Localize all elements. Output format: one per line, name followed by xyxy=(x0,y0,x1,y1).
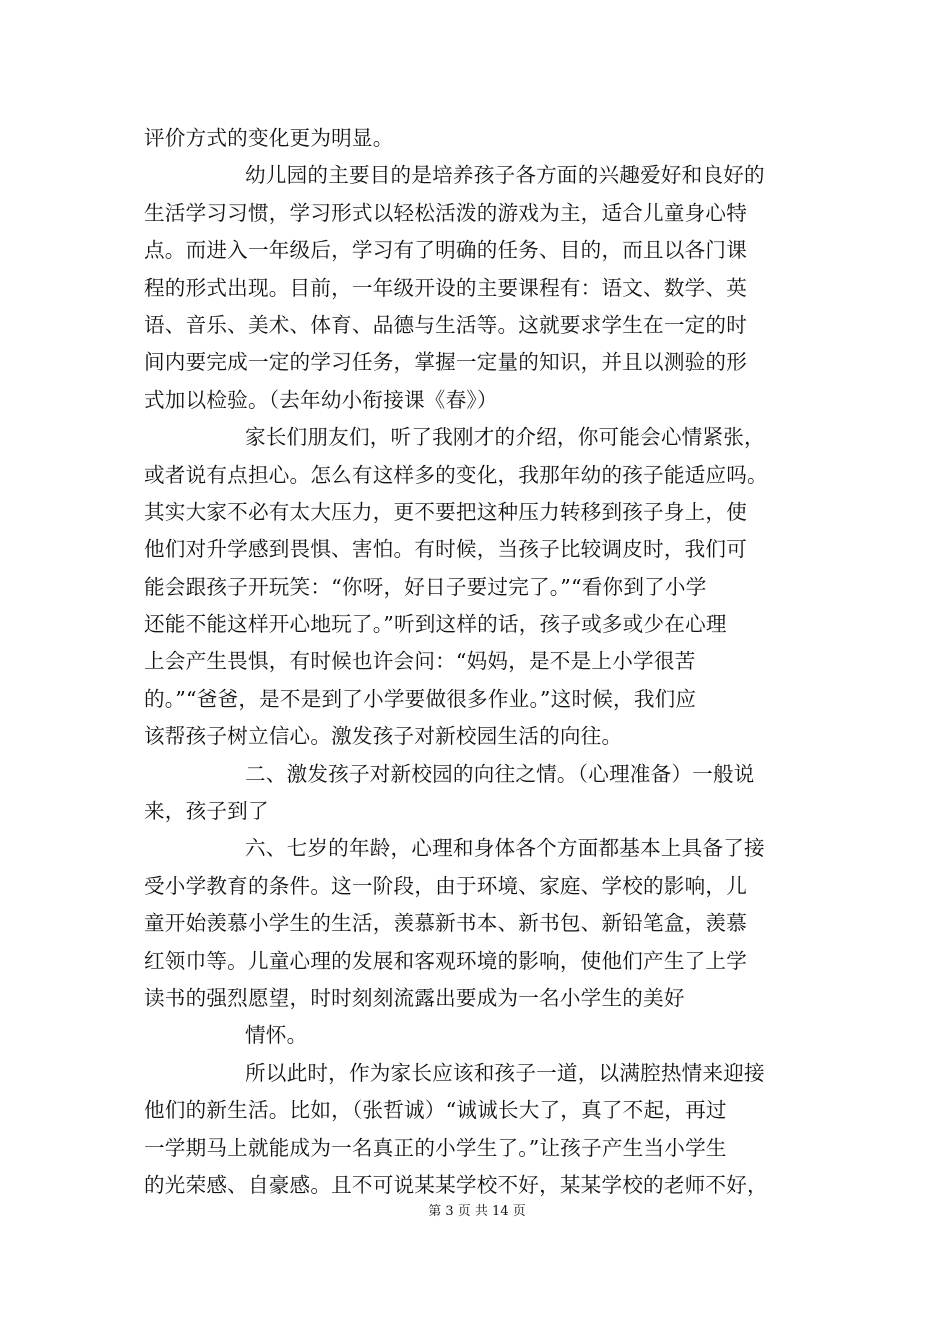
text-line: 或者说有点担心。怎么有这样多的变化，我那年幼的孩子能适应吗。 xyxy=(144,462,768,487)
body-text xyxy=(144,120,824,1204)
text-line: 他们对升学感到畏惧、害怕。有时候，当孩子比较调皮时，我们可 xyxy=(144,537,748,562)
text-line: 二、激发孩子对新校园的向往之情。（心理准备）一般说 xyxy=(245,761,755,786)
text-line: 还能不能这样开心地玩了。”听到这样的话，孩子或多或少在心理 xyxy=(144,612,727,637)
text-line: 语、音乐、美术、体育、品德与生活等。这就要求学生在一定的时 xyxy=(144,312,748,337)
text-line: 幼儿园的主要目的是培养孩子各方面的兴趣爱好和良好的 xyxy=(245,163,765,188)
page-number xyxy=(0,1204,950,1220)
text-line: 读书的强烈愿望，时时刻刻流露出要成为一名小学生的美好 xyxy=(144,985,685,1010)
text-line: 该帮孩子树立信心。激发孩子对新校园生活的向往。 xyxy=(144,724,623,749)
text-line: 的光荣感、自豪感。且不可说某某学校不好，某某学校的老师不好， xyxy=(144,1172,768,1197)
text-line: 评价方式的变化更为明显。 xyxy=(144,126,394,150)
text-line: 上会产生畏惧，有时候也许会问：“妈妈，是不是上小学很苦 xyxy=(144,649,696,674)
text-line: 红领巾等。儿童心理的发展和客观环境的影响，使他们产生了上学 xyxy=(144,948,748,973)
text-line: 他们的新生活。比如，（张哲诚）“诚诚长大了，真了不起，再过 xyxy=(144,1098,727,1123)
text-line: 其实大家不必有太大压力，更不要把这种压力转移到孩子身上，使 xyxy=(144,499,748,524)
text-line: 受小学教育的条件。这一阶段，由于环境、家庭、学校的影响，儿 xyxy=(144,873,748,898)
text-line: 来，孩子到了 xyxy=(144,799,269,824)
page-number-label: 第 3 页 共 14 页 xyxy=(428,1204,526,1219)
text-line: 间内要完成一定的学习任务，掌握一定量的知识，并且以测验的形 xyxy=(144,350,748,375)
text-line: 式加以检验。（去年幼小衔接课《春》） xyxy=(144,387,498,412)
text-line: 情怀。 xyxy=(245,1023,308,1048)
text-line: 家长们朋友们，听了我刚才的介绍，你可能会心情紧张， xyxy=(245,425,765,450)
text-line: 程的形式出现。目前，一年级开设的主要课程有：语文、数学、英 xyxy=(144,275,748,300)
text-line: 生活学习习惯，学习形式以轻松活泼的游戏为主，适合儿童身心特 xyxy=(144,200,748,225)
text-line: 点。而进入一年级后，学习有了明确的任务、目的，而且以各门课 xyxy=(144,238,748,263)
text-line: 的。”“爸爸，是不是到了小学要做很多作业。”这时候，我们应 xyxy=(144,686,697,711)
text-line: 六、七岁的年龄，心理和身体各个方面都基本上具备了接 xyxy=(245,836,765,861)
text-line: 一学期马上就能成为一名真正的小学生了。”让孩子产生当小学生 xyxy=(144,1135,727,1160)
text-line: 能会跟孩子开玩笑：“你呀，好日子要过完了。”“看你到了小学 xyxy=(144,574,707,599)
text-line: 童开始羡慕小学生的生活，羡慕新书本、新书包、新铅笔盒，羡慕 xyxy=(144,911,748,936)
text-line: 所以此时，作为家长应该和孩子一道，以满腔热情来迎接 xyxy=(245,1060,765,1085)
